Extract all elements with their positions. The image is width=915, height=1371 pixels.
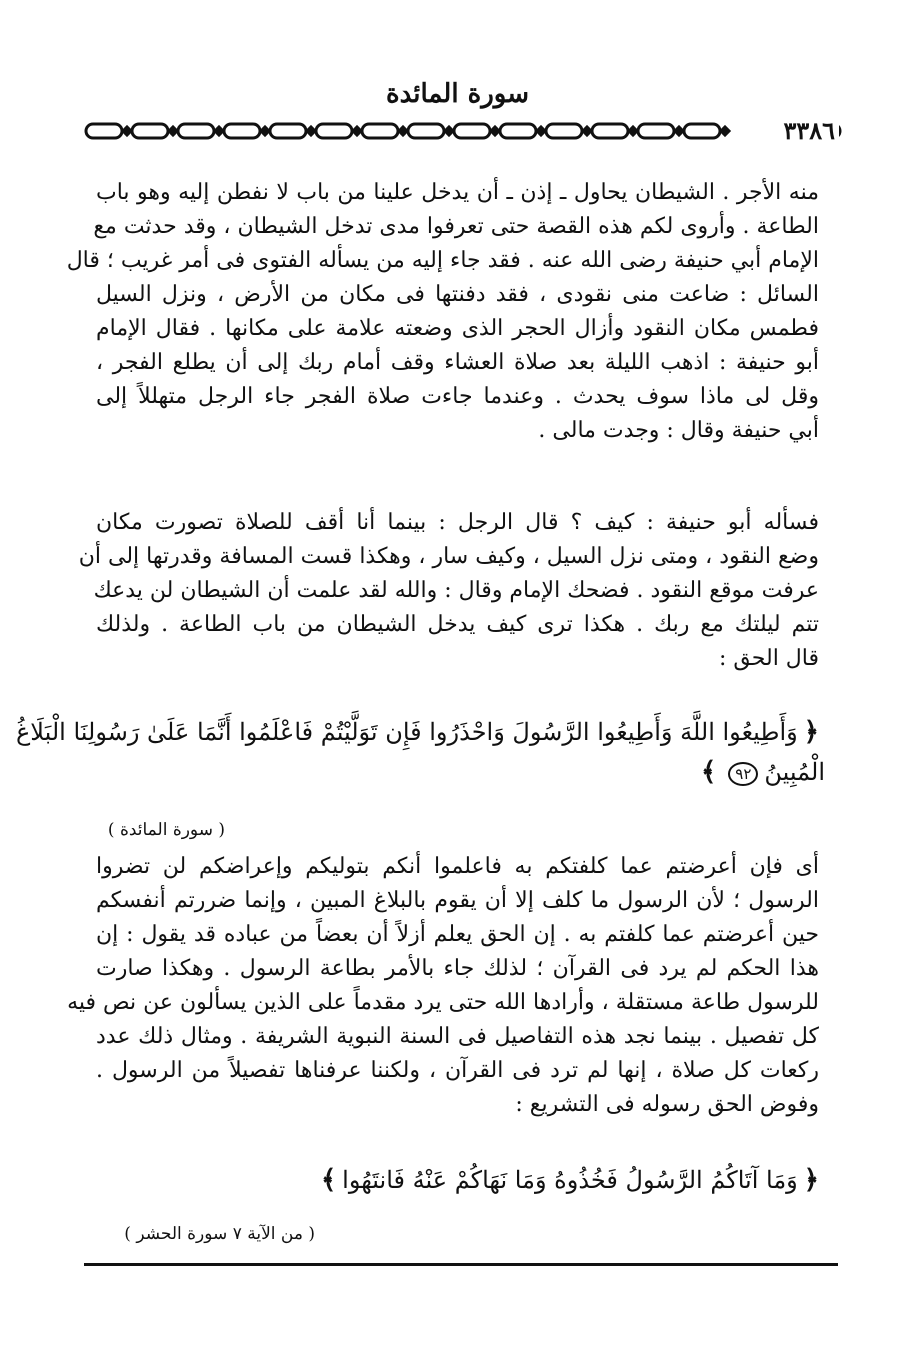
verse-2-citation: ( من الآية ٧ سورة الحشر ) bbox=[124, 1224, 315, 1244]
paragraph-2-line: وضع النقود ، ومتى نزل السيل ، وكيف سار ، وهكذا قست المسافة وقدرتها إلى أن bbox=[78, 544, 819, 569]
verse-1-line-1 bbox=[15, 712, 825, 752]
paragraph-3-line: حين أعرضتم عما كلفتم به . إن الحق يعلم أزلاً أن بعضاً من عباده قد يقول : إن bbox=[96, 922, 819, 947]
verse-1-citation: ( سورة المائدة ) bbox=[107, 820, 225, 840]
header-ornament-rule bbox=[84, 118, 844, 144]
verse-close-bracket: ﴾ bbox=[701, 757, 717, 787]
paragraph-3-line: الرسول ؛ لأن الرسول ما كلف إلا أن يقوم بالبلاغ المبين ، وإنما ضررتم أنفسكم bbox=[96, 888, 819, 913]
quran-verse-2 bbox=[90, 1160, 825, 1200]
verse-2-open-bracket: ﴿ bbox=[803, 1165, 819, 1195]
paragraph-2-line: قال الحق : bbox=[719, 646, 819, 671]
paragraph-1-line: الإمام أبي حنيفة رضى الله عنه . فقد جاء إليه من يسأله الفتوى فى أمر غريب ؛ قال bbox=[66, 248, 819, 273]
verse-open-bracket: ﴿ bbox=[803, 717, 819, 747]
ayah-number-badge: ٩٢ bbox=[728, 762, 758, 786]
paragraph-1-line: فطمس مكان النقود وأزال الحجر الذى وضعته علامة على مكانها . فقال الإمام bbox=[96, 316, 819, 341]
footer-rule bbox=[84, 1263, 838, 1266]
paragraph-1-line: الطاعة . وأروى لكم هذه القصة حتى تعرفوا مدى تدخل الشيطان ، وقد حدثت مع bbox=[93, 214, 819, 239]
paragraph-3-line: كل تفصيل . بينما نجد هذه التفاصيل فى السنة النبوية الشريفة . ومثال ذلك عدد bbox=[96, 1024, 819, 1049]
paragraph-3-line: هذا الحكم لم يرد فى القرآن ؛ لذلك جاء بالأمر بطاعة الرسول . وهكذا صارت bbox=[96, 956, 819, 981]
verse-2-close-bracket: ﴾ bbox=[320, 1165, 337, 1195]
paragraph-3 bbox=[67, 850, 819, 1122]
verse-2-line bbox=[90, 1160, 825, 1200]
paragraph-3-line: للرسول طاعة مستقلة ، وأرادها الله حتى يرد مقدماً على الذين يسألون عن نص فيه bbox=[67, 990, 819, 1015]
verse-1-text-line-2: الْمُبِينُ bbox=[764, 758, 825, 786]
verse-2-text: وَمَا آتَاكُمُ الرَّسُولُ فَخُذُوهُ وَمَا نَهَاكُمْ عَنْهُ فَانتَهُوا bbox=[342, 1166, 798, 1194]
paragraph-3-line: ركعات كل صلاة ، إنها لم ترد فى القرآن ، ولكننا عرفناها تفصيلاً من الرسول . bbox=[96, 1058, 819, 1083]
quran-verse-1 bbox=[15, 712, 825, 792]
paragraph-1-line: منه الأجر . الشيطان يحاول ـ إذن ـ أن يدخل علينا من باب لا نفطن إليه وهو باب bbox=[96, 180, 819, 205]
paragraph-1-line: أبي حنيفة وقال : وجدت مالى . bbox=[538, 418, 819, 443]
paragraph-1-line: أبو حنيفة : اذهب الليلة بعد صلاة العشاء وقف أمام ربك إلى أن يطلع الفجر ، bbox=[96, 350, 819, 375]
page-number: ٣٣٨٦ bbox=[779, 117, 839, 145]
paragraph-1-line: وقل لى ماذا سوف يحدث . وعندما جاءت صلاة الفجر جاء الرجل متهللاً إلى bbox=[96, 384, 819, 409]
verse-1-text-line-1: وَأَطِيعُوا اللَّهَ وَأَطِيعُوا الرَّسُولَ وَاحْذَرُوا فَإِن تَوَلَّيْتُمْ فَاعْلَمُوا أَنَّمَا عَلَىٰ رَسُولِنَا الْبَلَاغُ bbox=[15, 718, 798, 746]
paragraph-1-line: السائل : ضاعت منى نقودى ، فقد دفنتها فى مكان من الأرض ، ونزل السيل bbox=[96, 282, 819, 307]
paragraph-3-line: وفوض الحق رسوله فى التشريع : bbox=[515, 1092, 819, 1117]
paragraph-1 bbox=[66, 176, 819, 448]
paragraph-2-line: عرفت موقع النقود . فضحك الإمام وقال : والله لقد علمت أن الشيطان لن يدعك bbox=[93, 578, 819, 603]
paragraph-2 bbox=[78, 506, 819, 676]
paragraph-2-line: تتم ليلتك مع ربك . هكذا ترى كيف يدخل الشيطان من باب الطاعة . ولذلك bbox=[96, 612, 819, 637]
paragraph-3-line: أى فإن أعرضتم عما كلفتكم به فاعلموا أنكم بتوليكم وإعراضكم لن تضروا bbox=[96, 854, 819, 879]
verse-1-line-2 bbox=[90, 752, 825, 792]
surah-title: سورة المائدة bbox=[385, 79, 530, 109]
paragraph-2-line: فسأله أبو حنيفة : كيف ؟ قال الرجل : بينما أنا أقف للصلاة تصورت مكان bbox=[96, 510, 819, 535]
